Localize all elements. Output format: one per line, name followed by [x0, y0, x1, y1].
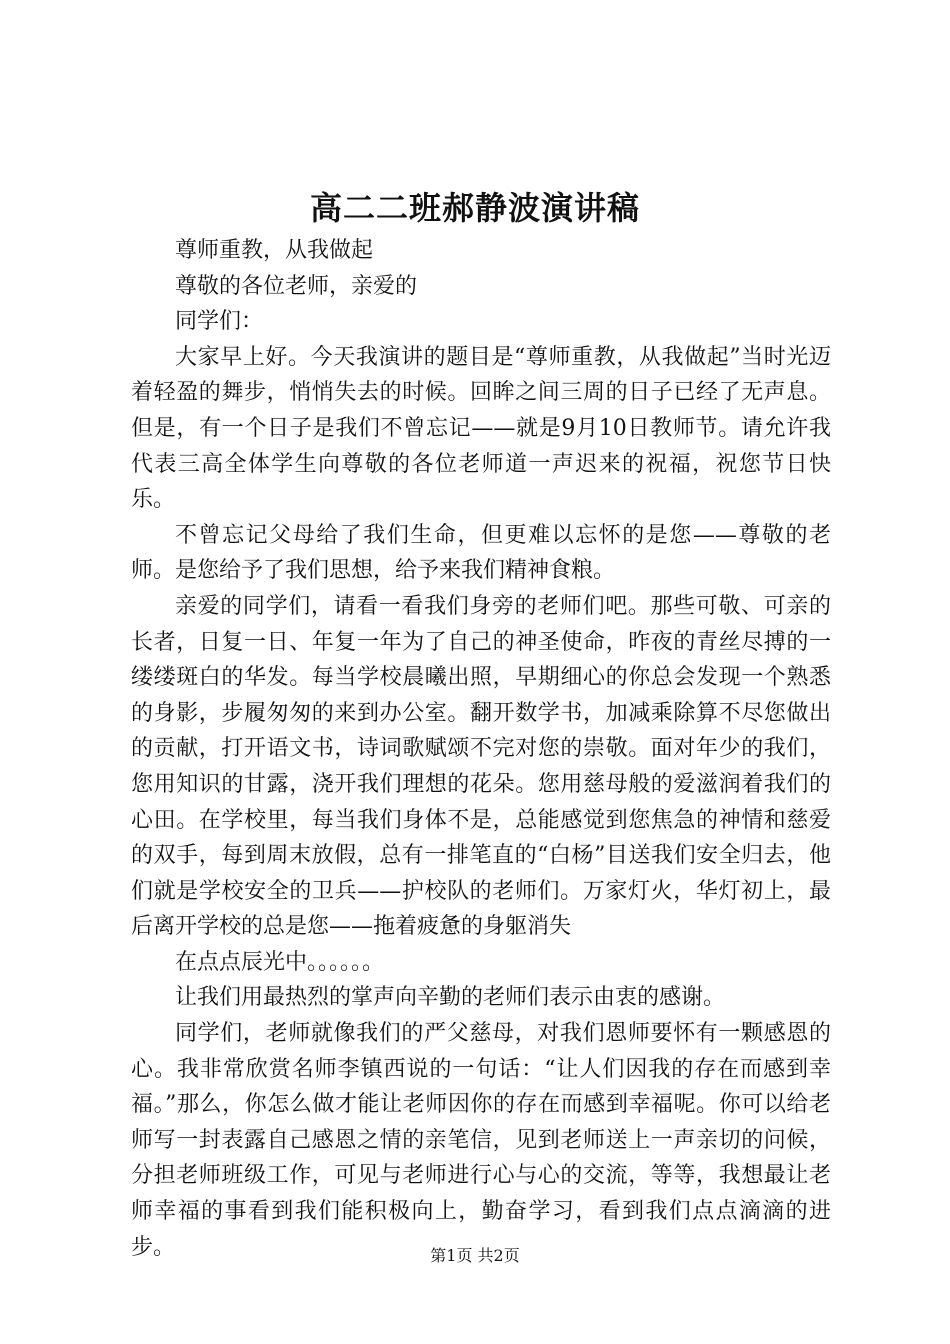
document-title: 高二二班郝静波演讲稿	[309, 189, 640, 227]
paragraph-teachers: 亲爱的同学们，请看一看我们身旁的老师们吧。那些可敬、可亲的长者，日复一日、年复一年为了自己的神圣使命，昨夜的青丝尽搏的一缕缕斑白的华发。每当学校晨曦出照，早期细心的你总会发现一个熟悉的身影，步履匆匆的来到办公室。翻开数学书，加减乘除算不尽您做出的贡献，打开语文书，诗词歌赋颂不完对您的崇敬。面对年少的我们，您用知识的甘露，浇开我们理想的花朵。您用慈母般的爱滋润着我们的心田。在学校里，每当我们身体不是，总能感觉到您焦急的神情和慈爱的双手，每到周末放假，总有一排笔直的“白杨”目送我们安全归去，他们就是学校安全的卫兵——护校队的老师们。万家灯火，华灯初上，最后离开学校的总是您——拖着疲惫的身躯消失	[131, 593, 831, 940]
paragraph-subtitle: 尊师重教，从我做起	[175, 238, 374, 263]
document-body	[131, 233, 831, 1265]
paragraph-opening: 大家早上好。今天我演讲的题目是“尊师重教，从我做起”当时光迈着轻盈的舞步，悄悄失去的时候。回眸之间三周的日子已经了无声息。但是，有一个日子是我们不曾忘记——就是9月10日教师节。请允许我代表三高全体学生向尊敬的各位老师道一声迟来的祝福，祝您节日快乐。	[131, 344, 831, 513]
paragraph-greeting-cont: 同学们：	[175, 309, 264, 335]
paragraph-gratitude: 不曾忘记父母给了我们生命，但更难以忘怀的是您——尊敬的老师。是您给予了我们思想，给予来我们精神食粮。	[131, 522, 831, 584]
paragraph-applause: 让我们用最热烈的掌声向辛勤的老师们表示由衷的感谢。	[175, 985, 726, 1011]
paragraph-greeting: 尊敬的各位老师，亲爱的	[175, 273, 418, 299]
paragraph-conclusion: 同学们，老师就像我们的严父慈母，对我们恩师要怀有一颗感恩的心。我非常欣赏名师李镇西说的一句话：“让人们因我的存在而感到幸福。”那么，你怎么做才能让老师因你的存在而感到幸福呢。你可以给老师写一封表露自己感恩之情的亲笔信，见到老师送上一声亲切的问候，分担老师班级工作，可见与老师进行心与心的交流，等等，我想最让老师幸福的事看到我们能积极向上，勤奋学习，看到我们点点滴滴的进步。	[131, 1021, 831, 1260]
page-footer: 第1页 共2页	[430, 1246, 520, 1265]
paragraph-starlight: 在点点辰光中。。。。。。	[175, 949, 385, 975]
